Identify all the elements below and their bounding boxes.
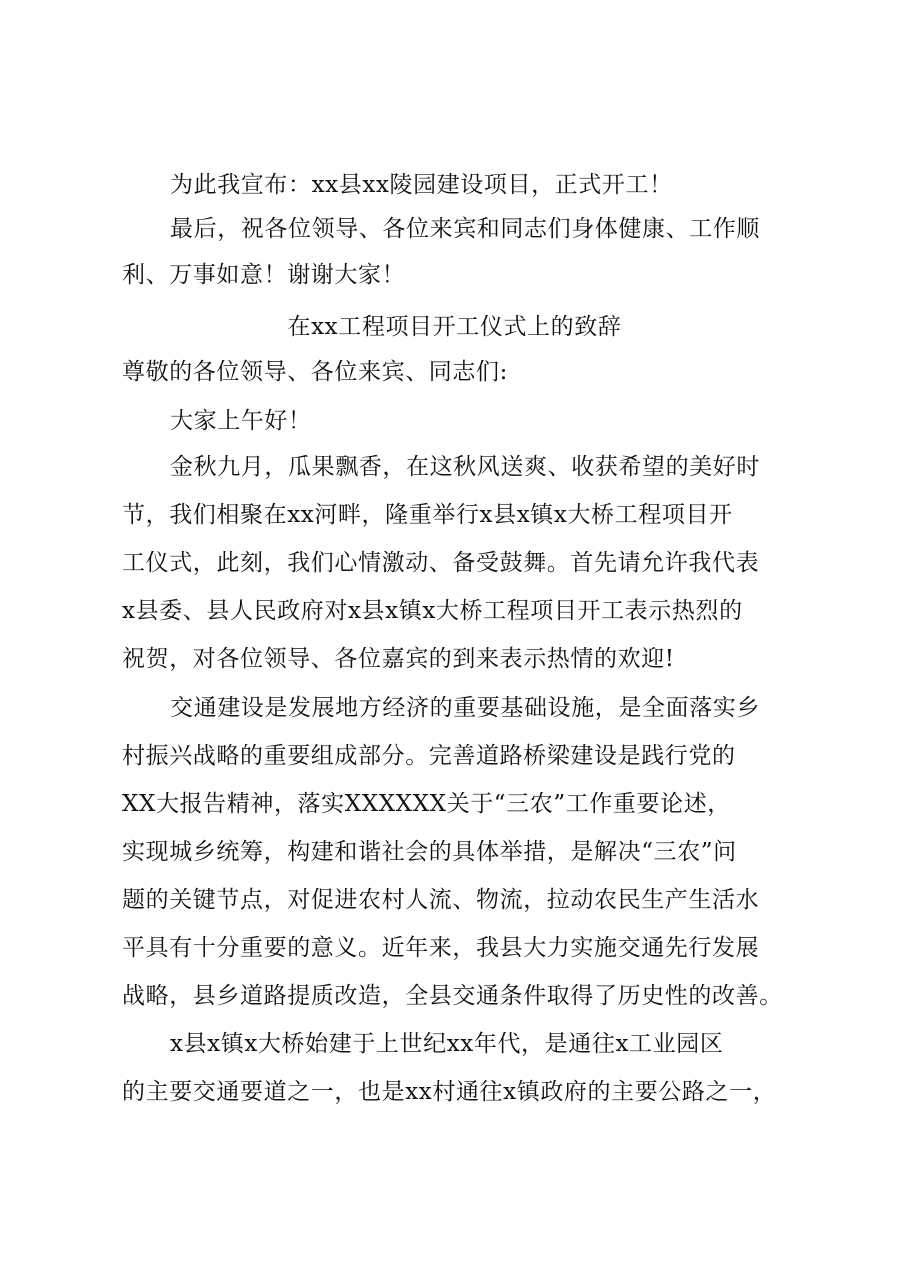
paragraph-1-line-1: 金秋九月，瓜果飘香，在这秋风送爽、收获希望的美好时 [170,454,760,480]
paragraph-closing-line-1: 最后，祝各位领导、各位来宾和同志们身体健康、工作顺 [170,216,760,242]
paragraph-announcement: 为此我宣布：xx县xx陵园建设项目，正式开工！ [170,172,673,198]
paragraph-2-line-5: 题的关键节点，对促进农村人流、物流，拉动农民生产生活水 [122,887,760,913]
paragraph-3-line-2: 的主要交通要道之一，也是xx村通往x镇政府的主要公路之一， [122,1079,777,1105]
paragraph-2-line-2: 村振兴战略的重要组成部分。完善道路桥梁建设是践行党的 [122,743,736,769]
paragraph-2-line-6: 平具有十分重要的意义。近年来，我县大力实施交通先行发展 [122,935,760,961]
paragraph-1-line-5: 祝贺，对各位领导、各位嘉宾的到来表示热情的欢迎! [122,646,675,672]
speech-title: 在xx工程项目开工仪式上的致辞 [287,314,622,340]
salutation: 尊敬的各位领导、各位来宾、同志们: [122,359,508,385]
greeting: 大家上午好！ [170,408,312,434]
paragraph-2-line-7: 战略，县乡道路提质改造，全县交通条件取得了历史性的改善。 [122,983,783,1009]
paragraph-closing-line-2: 利、万事如意！谢谢大家！ [122,262,406,288]
paragraph-2-line-4: 实现城乡统筹，构建和谐社会的具体举措，是解决“三农”问 [122,839,737,865]
paragraph-1-line-4: x县委、县人民政府对x县x镇x大桥工程项目开工表示热烈的 [122,598,743,624]
paragraph-3-line-1: x县x镇x大桥始建于上世纪xx年代，是通往x工业园区 [170,1031,724,1057]
paragraph-2-line-3: XX大报告精神，落实XXXXXX关于“三农”工作重要论述， [122,791,731,817]
paragraph-2-line-1: 交通建设是发展地方经济的重要基础设施，是全面落实乡 [170,695,760,721]
paragraph-1-line-3: 工仪式，此刻，我们心情激动、备受鼓舞。首先请允许我代表 [122,550,760,576]
paragraph-1-line-2: 节，我们相聚在xx河畔，隆重举行x县x镇x大桥工程项目开 [122,502,733,528]
